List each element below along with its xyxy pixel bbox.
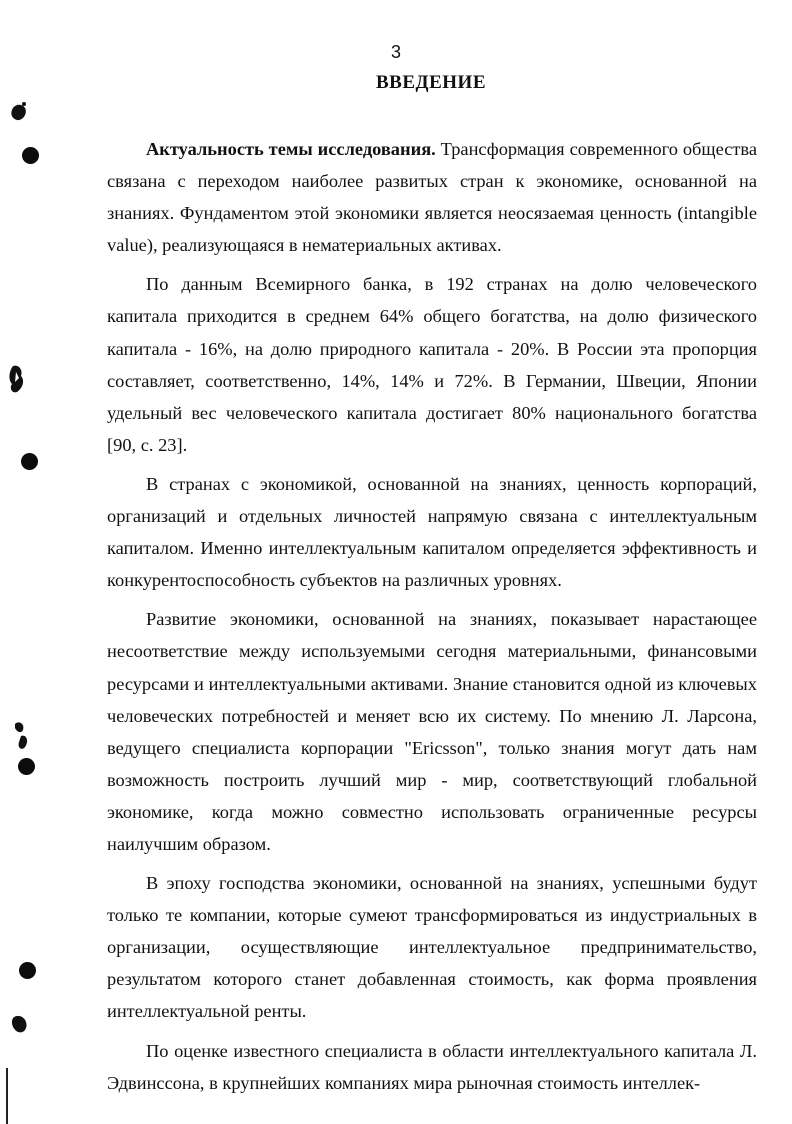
- paragraph: По данным Всемирного банка, в 192 странах на долю человеческого капитала приходится в среднем 64% общего богатства, на долю физического капитала - 16%, на долю природного капитала - 20%. В России эта пропорция составляет, соответственно, 14%, 14% и 72%. В Германии, Швеции, Японии удельный вес человеческого капитала достигает 80% национального богатства [90, с. 23].: [107, 274, 757, 455]
- punch-hole: [19, 962, 36, 979]
- body-text: [107, 133, 757, 1099]
- paragraph: В странах с экономикой, основанной на знаниях, ценность корпораций, организаций и отдельных личностей напрямую связана с интеллектуальным капиталом. Именно интеллектуальным капиталом определяется эффективность и конкурентоспособность субъектов на различных уровнях.: [107, 473, 757, 591]
- paragraph: По оценке известного специалиста в области интеллектуального капитала Л. Эдвинссона, в крупнейших компаниях мира рыночная стоимость интеллек-: [107, 1040, 757, 1093]
- page-number: 3: [390, 42, 401, 62]
- scan-smudge: [5, 362, 29, 396]
- scan-smudge: [9, 720, 33, 756]
- punch-hole: [22, 147, 39, 164]
- paragraph-text: Трансформация современного общества связана с переходом наиболее развитых стран к экономике, основанной на знаниях. Фундаментом этой экономики является неосязаемая ценность (intangible value), реализующаяся в нематериальных активах.: [107, 139, 757, 256]
- scan-smudge: [8, 100, 30, 124]
- page-title: ВВЕДЕНИЕ: [376, 72, 486, 93]
- punch-hole: [21, 453, 38, 470]
- paragraph: [107, 133, 757, 261]
- paragraph: В эпоху господства экономики, основанной на знаниях, успешными будут только те компании, которые сумеют трансформироваться из индустриальных в организации, осуществляющие интеллектуальное предпринимательство, результатом которого станет добавленная стоимость, как форма проявления интеллектуальной ренты.: [107, 873, 757, 1022]
- punch-hole: [18, 758, 35, 775]
- paragraph: Развитие экономики, основанной на знаниях, показывает нарастающее несоответствие между используемыми сегодня материальными, финансовыми ресурсами и интеллектуальными активами. Знание становится одной из ключевых человеческих потребностей и меняет всю их систему. По мнению Л. Ларсона, ведущего специалиста корпорации "Ericsson", только знания могут дать нам возможность построить лучший мир - мир, соответствующий глобальной экономике, когда можно совместно использовать ограниченные ресурсы наилучшим образом.: [107, 609, 757, 854]
- scan-edge-line: [6, 1068, 8, 1124]
- paragraph-lead: Актуальность темы исследования.: [146, 139, 436, 159]
- scan-smudge: [8, 1012, 32, 1040]
